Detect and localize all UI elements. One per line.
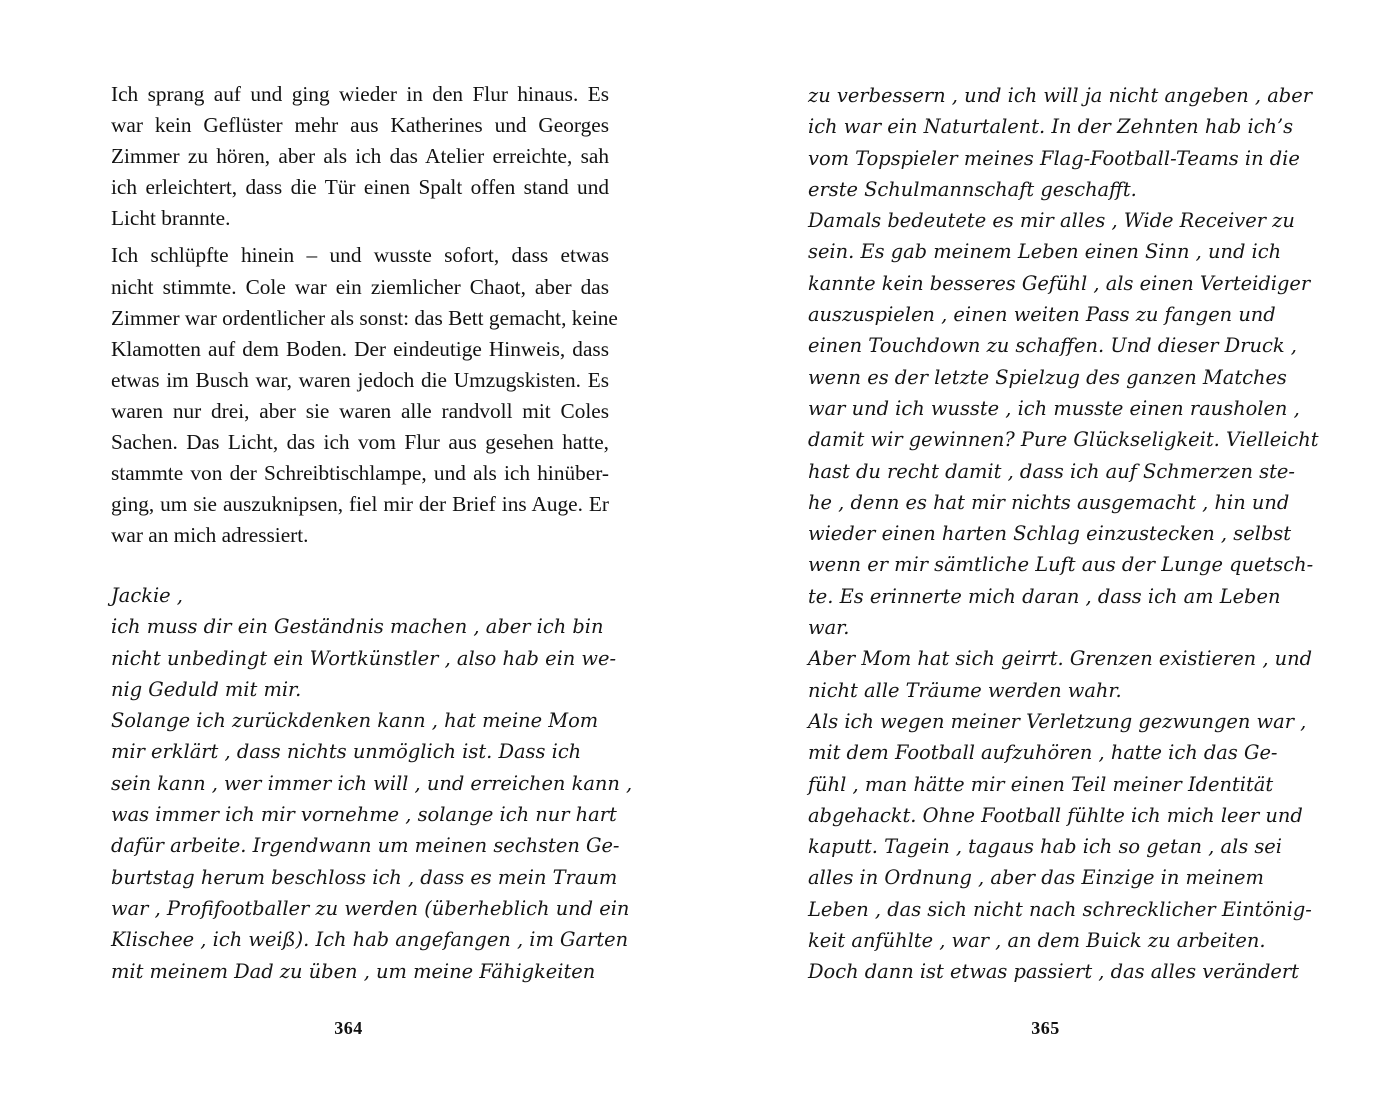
letter-line: nicht unbedingt ein Wortkünstler , also hab ein we- [111,646,617,670]
page-number: 364 [334,1018,363,1038]
letter-line: hast du recht damit , dass ich auf Schmerzen ste- [808,459,1295,483]
letter-line: alles in Ordnung , aber das Einzige in meinem [808,866,1264,890]
letter-line: wieder einen harten Schlag einzustecken , selbst [808,522,1292,546]
letter-line: Damals bedeutete es mir alles , Wide Receiver zu [808,209,1295,233]
paragraph-1 [89,79,609,234]
letter-line: fühl , man hätte mir einen Teil meiner Identität [808,772,1274,796]
page-number: 365 [1031,1018,1060,1038]
letter-line: Als ich wegen meiner Verletzung gezwungen war , [808,709,1307,733]
letter-line: sein kann , wer immer ich will , und erreichen kann , [111,771,633,795]
text-line: Sachen. Das Licht, das ich vom Flur aus gesehen hatte, [111,430,609,455]
text-line: waren nur drei, aber sie waren alle randvoll mit Coles [111,398,609,423]
letter-line: Doch dann ist etwas passiert , das alles verändert [808,960,1299,984]
text-line: stammte von der Schreibtischlampe, und als ich hinüber- [111,461,609,486]
letter-line: nig Geduld mit mir. [111,677,302,701]
text-line: war kein Geflüster mehr aus Katherines und Georges [111,113,609,138]
text-line: war an mich adressiert. [111,523,309,548]
body-text [89,79,618,557]
text-line: etwas im Busch war, waren jedoch die Umzugskisten. Es [111,367,609,392]
letter-line: he , denn es hat mir nichts ausgemacht , hin und [808,490,1290,514]
handwritten-letter [111,580,633,987]
text-line: Licht brannte. [111,206,231,231]
letter-line: wenn es der letzte Spielzug des ganzen Matches [808,365,1287,389]
letter-line: dafür arbeite. Irgendwann um meinen sechsten Ge- [111,834,620,858]
text-line: Klamotten auf dem Boden. Der eindeutige Hinweis, dass [111,336,609,361]
text-line: Zimmer war ordentlicher als sonst: das Bett gemacht, keine [111,305,618,330]
handwritten-letter [808,80,1319,988]
letter-line: nicht alle Träume werden wahr. [808,678,1122,702]
text-line: Zimmer zu hören, aber als ich das Atelier erreichte, sah [111,144,609,169]
right-page [697,0,1394,1104]
letter-line: war , Profifootballer zu werden (überheblich und ein [111,896,630,920]
paragraph-2 [89,240,618,551]
letter-line: war und ich wusste , ich musste einen rausholen , [808,396,1300,420]
letter-line: was immer ich mir vornehme , solange ich nur hart [111,803,617,827]
letter-line: mir erklärt , dass nichts unmöglich ist. Dass ich [111,740,582,764]
letter-line: Leben , das sich nicht nach schrecklicher Eintönig- [808,897,1312,921]
letter-line: Klischee , ich weiß). Ich hab angefangen , im Garten [111,928,629,952]
text-line: Ich schlüpfte hinein – und wusste sofort, dass etwas [111,243,609,268]
text-line: nicht stimmte. Cole war ein ziemlicher Chaot, aber das [111,274,609,299]
text-line: ging, um sie auszuknipsen, fiel mir der Brief ins Auge. Er [111,492,609,517]
letter-line: sein. Es gab meinem Leben einen Sinn , und ich [808,240,1282,264]
letter-line: damit wir gewinnen? Pure Glückseligkeit. Vielleicht [808,428,1319,452]
letter-line: kannte kein besseres Gefühl , als einen Verteidiger [808,271,1311,295]
text-line: Ich sprang auf und ging wieder in den Flur hinaus. Es [111,82,609,106]
letter-line: auszuspielen , einen weiten Pass zu fangen und [808,303,1276,327]
letter-line: erste Schulmannschaft geschafft. [808,177,1137,201]
letter-line: te. Es erinnerte mich daran , dass ich am Leben [808,584,1281,608]
letter-line: Jackie , [111,584,183,607]
letter-line: wenn er mir sämtliche Luft aus der Lunge quetsch- [808,553,1314,577]
letter-line: ich muss dir ein Geständnis machen , aber ich bin [111,615,604,639]
letter-line: war. [808,616,850,640]
letter-line: ich war ein Naturtalent. In der Zehnten hab ich’s [808,115,1294,139]
letter-line: abgehackt. Ohne Football fühlte ich mich leer und [808,803,1303,827]
letter-line: keit anfühlte , war , an dem Buick zu arbeiten. [808,929,1266,953]
letter-line: zu verbessern , und ich will ja nicht angeben , aber [808,84,1312,107]
letter-line: kaputt. Tagein , tagaus hab ich so getan , als sei [808,835,1282,859]
letter-line: Aber Mom hat sich geirrt. Grenzen existieren , und [808,647,1313,671]
letter-line: mit dem Football aufzuhören , hatte ich das Ge- [808,741,1278,765]
letter-line: einen Touchdown zu schaffen. Und dieser Druck , [808,334,1297,358]
letter-line: Solange ich zurückdenken kann , hat meine Mom [111,709,599,733]
text-line: ich erleichtert, dass die Tür einen Spalt offen stand und [111,175,609,200]
letter-line: vom Topspieler meines Flag-Football-Teams in die [808,146,1300,170]
letter-line: burtstag herum beschloss ich , dass es mein Traum [111,865,618,889]
letter-line: mit meinem Dad zu üben , um meine Fähigkeiten [111,959,596,983]
